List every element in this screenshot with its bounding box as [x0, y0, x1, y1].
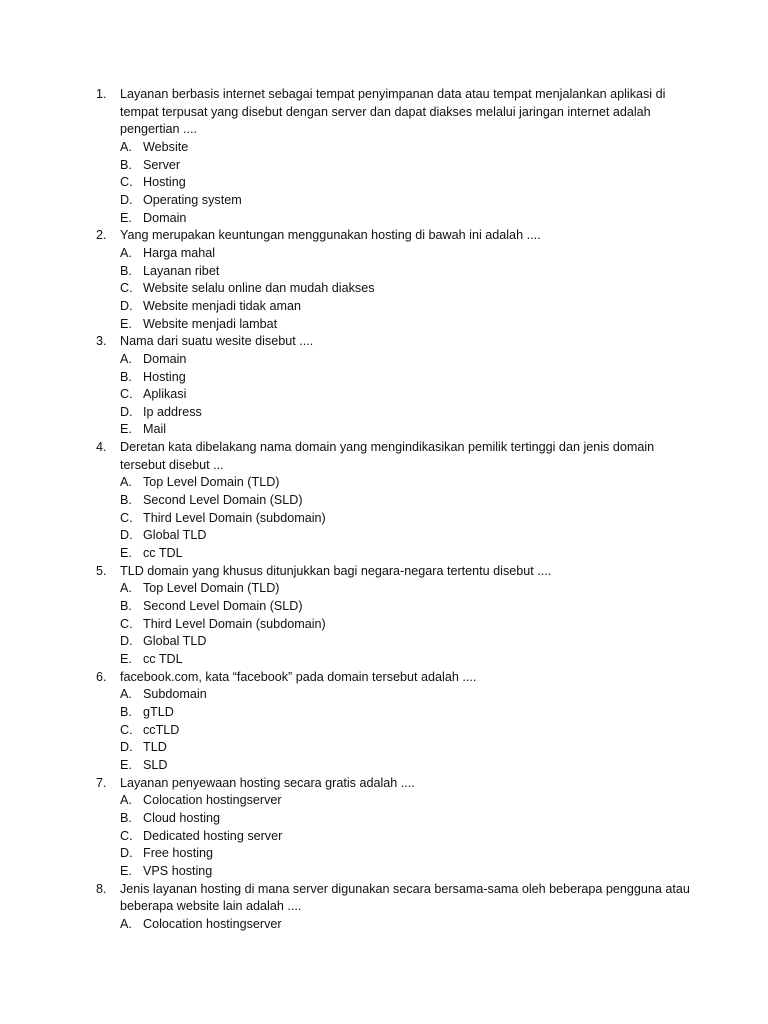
option-text: Aplikasi [143, 387, 187, 402]
option-list [120, 474, 696, 562]
option-text: Top Level Domain (TLD) [143, 475, 280, 490]
option-letter: A. [120, 687, 132, 702]
option-list [120, 351, 696, 439]
question-text: Deretan kata dibelakang nama domain yang mengindikasikan pemilik tertinggi dan jenis domain tersebut disebut ... [120, 440, 655, 472]
option-letter: C. [120, 616, 133, 631]
option-letter: D. [120, 298, 133, 313]
option-text: Hosting [143, 369, 186, 384]
option-a [120, 792, 696, 810]
option-letter: A. [120, 581, 132, 596]
option-letter: B. [120, 704, 132, 719]
option-letter: B. [120, 369, 132, 384]
option-text: Operating system [143, 192, 242, 207]
option-a [120, 474, 696, 492]
question-number: 4. [96, 440, 107, 455]
option-text: Layanan ribet [143, 263, 220, 278]
option-letter: A. [120, 351, 132, 366]
question-number: 5. [96, 563, 107, 578]
option-d [120, 404, 696, 422]
option-text: cc TDL [143, 652, 183, 666]
option-c [120, 174, 696, 192]
option-b [120, 492, 696, 510]
option-text: Top Level Domain (TLD) [143, 581, 280, 596]
option-b [120, 157, 696, 175]
question-2 [96, 227, 696, 333]
option-b [120, 810, 696, 828]
option-list [120, 792, 696, 880]
option-letter: E. [120, 210, 132, 225]
option-text: Domain [143, 351, 187, 366]
option-e [120, 421, 696, 439]
option-letter: B. [120, 810, 132, 825]
option-a [120, 245, 696, 263]
question-text: Layanan berbasis internet sebagai tempat penyimpanan data atau tempat menjalankan aplikasi di tempat terpusat yang disebut dengan server dan dapat diakses melalui jaringan internet adalah pengertian .... [120, 87, 666, 137]
option-text: Server [143, 157, 181, 172]
option-text: Website menjadi lambat [143, 316, 278, 331]
question-4 [96, 439, 696, 563]
question-6 [96, 669, 696, 775]
option-text: Colocation hostingserver [143, 916, 282, 931]
option-a [120, 580, 696, 598]
option-text: Free hosting [143, 846, 214, 861]
option-c [120, 722, 696, 740]
question-number: 8. [96, 881, 107, 896]
option-letter: D. [120, 846, 133, 861]
option-text: Cloud hosting [143, 810, 221, 825]
question-number: 2. [96, 228, 107, 243]
option-text: TLD [143, 740, 167, 755]
question-number: 6. [96, 669, 107, 684]
option-letter: E. [120, 422, 132, 437]
option-text: VPS hosting [143, 863, 213, 878]
option-text: cc TDL [143, 546, 183, 561]
option-b [120, 263, 696, 281]
option-c [120, 510, 696, 528]
option-text: Domain [143, 210, 187, 225]
option-letter: A. [120, 245, 132, 260]
option-letter: B. [120, 599, 132, 614]
option-e [120, 757, 696, 775]
option-e [120, 210, 696, 228]
option-list [120, 686, 696, 774]
question-list [96, 86, 696, 934]
question-text: Yang merupakan keuntungan menggunakan hosting di bawah ini adalah .... [120, 228, 541, 243]
option-letter: B. [120, 493, 132, 508]
question-number: 7. [96, 775, 107, 790]
question-1 [96, 86, 696, 227]
question-text: Nama dari suatu wesite disebut .... [120, 334, 314, 349]
option-d [120, 192, 696, 210]
option-d [120, 298, 696, 316]
option-letter: E. [120, 546, 132, 561]
option-b [120, 598, 696, 616]
option-letter: E. [120, 316, 132, 331]
option-text: Subdomain [143, 687, 207, 702]
option-letter: D. [120, 528, 133, 543]
option-letter: A. [120, 793, 132, 808]
option-d [120, 527, 696, 545]
option-letter: E. [120, 863, 132, 878]
option-text: Global TLD [143, 528, 207, 543]
option-text: Second Level Domain (SLD) [143, 493, 303, 508]
question-8 [96, 881, 696, 934]
question-number: 1. [96, 87, 107, 101]
option-text: Hosting [143, 175, 186, 190]
option-letter: C. [120, 510, 133, 525]
option-letter: B. [120, 157, 132, 172]
option-b [120, 704, 696, 722]
question-text: facebook.com, kata “facebook” pada domain tersebut adalah .... [120, 669, 477, 684]
option-letter: C. [120, 281, 133, 296]
option-text: Harga mahal [143, 245, 216, 260]
option-letter: E. [120, 757, 132, 772]
option-e [120, 651, 696, 669]
option-letter: A. [120, 139, 132, 154]
option-c [120, 828, 696, 846]
option-text: Website selalu online dan mudah diakses [143, 281, 375, 296]
question-3 [96, 333, 696, 439]
option-letter: C. [120, 175, 133, 190]
option-letter: D. [120, 404, 133, 419]
option-list [120, 139, 696, 227]
option-d [120, 739, 696, 757]
option-a [120, 686, 696, 704]
option-a [120, 351, 696, 369]
option-e [120, 863, 696, 881]
option-c [120, 616, 696, 634]
option-text: Website [143, 139, 189, 154]
question-5 [96, 563, 696, 669]
option-c [120, 280, 696, 298]
option-letter: D. [120, 192, 133, 207]
option-text: ccTLD [143, 722, 180, 737]
option-text: Mail [143, 422, 167, 437]
option-text: Ip address [143, 404, 202, 419]
option-a [120, 139, 696, 157]
option-text: Website menjadi tidak aman [143, 298, 301, 313]
option-text: Colocation hostingserver [143, 793, 282, 808]
option-letter: C. [120, 722, 133, 737]
option-letter: B. [120, 263, 132, 278]
option-letter: D. [120, 634, 133, 649]
option-e [120, 316, 696, 334]
option-c [120, 386, 696, 404]
option-text: Third Level Domain (subdomain) [143, 510, 326, 525]
option-text: Third Level Domain (subdomain) [143, 616, 326, 631]
option-d [120, 633, 696, 651]
option-text: Dedicated hosting server [143, 828, 283, 843]
option-d [120, 845, 696, 863]
option-text: SLD [143, 757, 168, 772]
option-text: gTLD [143, 704, 174, 719]
option-letter: D. [120, 740, 133, 755]
question-number: 3. [96, 334, 107, 349]
option-letter: E. [120, 652, 132, 666]
option-text: Global TLD [143, 634, 207, 649]
option-letter: A. [120, 475, 132, 490]
option-list [120, 245, 696, 333]
option-a [120, 916, 696, 934]
option-list [120, 916, 696, 934]
option-letter: C. [120, 828, 133, 843]
question-text: Layanan penyewaan hosting secara gratis adalah .... [120, 775, 415, 790]
question-7 [96, 775, 696, 881]
option-b [120, 369, 696, 387]
option-text: Second Level Domain (SLD) [143, 599, 303, 614]
question-text: Jenis layanan hosting di mana server digunakan secara bersama-sama oleh beberapa pengguna atau beberapa website lain adalah .... [120, 881, 690, 914]
option-letter: A. [120, 916, 132, 931]
option-e [120, 545, 696, 563]
option-list [120, 580, 696, 668]
question-text: TLD domain yang khusus ditunjukkan bagi negara-negara tertentu disebut .... [120, 563, 552, 578]
option-letter: C. [120, 387, 133, 402]
